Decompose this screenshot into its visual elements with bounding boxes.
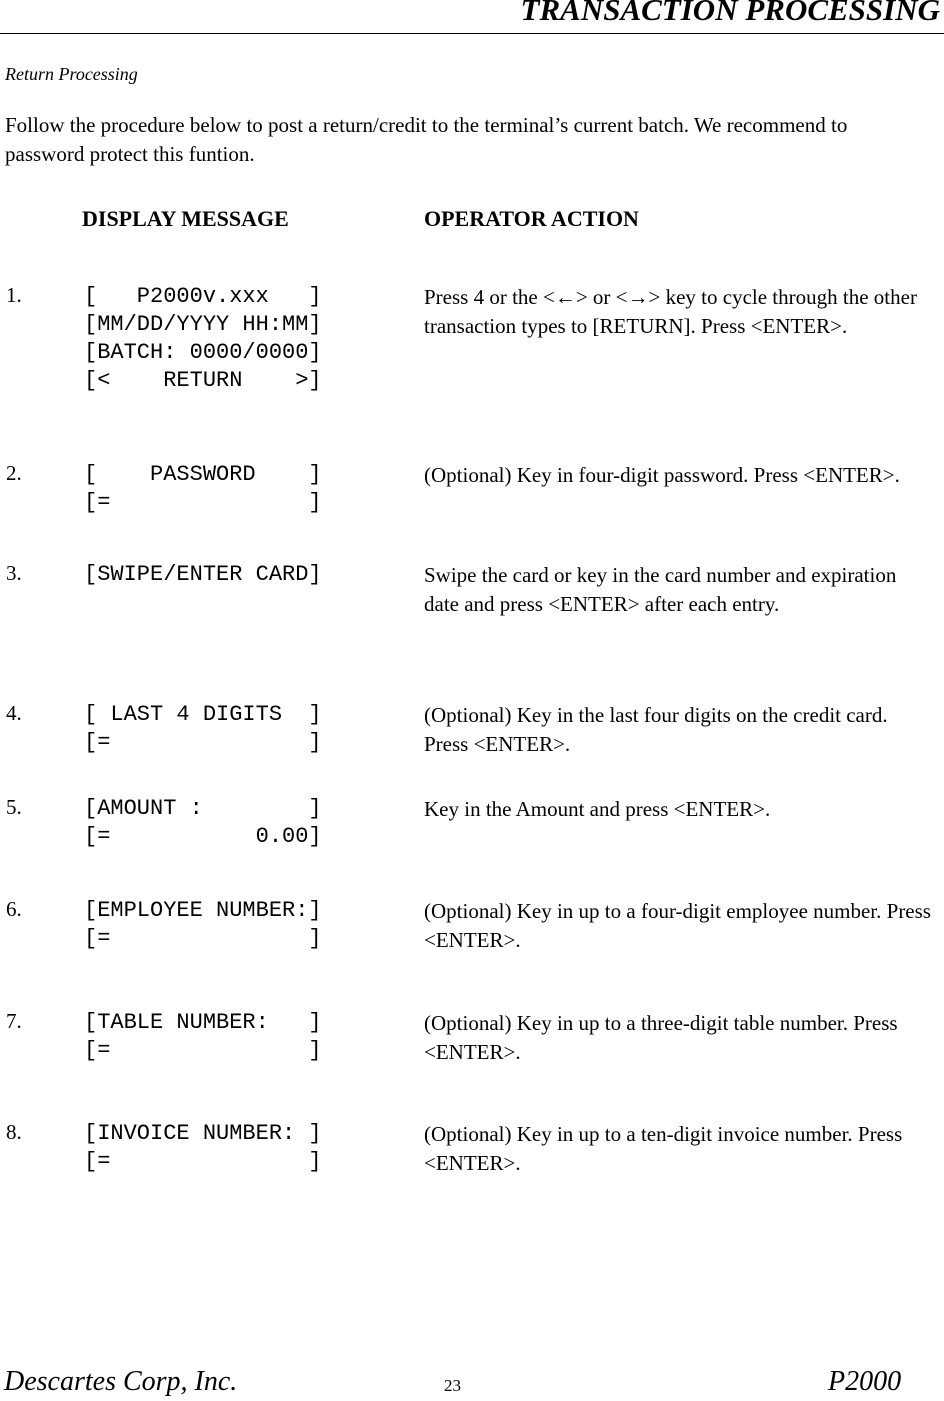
display-message: [ LAST 4 DIGITS ] [= ] bbox=[84, 702, 322, 755]
step-number: 6. bbox=[6, 897, 22, 921]
display-message: [TABLE NUMBER: ] [= ] bbox=[84, 1010, 322, 1063]
column-heading-action: OPERATOR ACTION bbox=[424, 206, 639, 231]
operator-action: (Optional) Key in up to a ten-digit invoice number. Press <ENTER>. bbox=[424, 1122, 903, 1175]
column-heading-display: DISPLAY MESSAGE bbox=[82, 206, 289, 231]
operator-action: (Optional) Key in the last four digits on the credit card. Press <ENTER>. bbox=[424, 703, 888, 756]
section-title: Return Processing bbox=[5, 64, 138, 84]
step-number: 1. bbox=[6, 283, 22, 307]
operator-action: Key in the Amount and press <ENTER>. bbox=[424, 797, 771, 821]
display-message: [SWIPE/ENTER CARD] bbox=[84, 562, 322, 587]
step-number: 2. bbox=[6, 461, 22, 485]
display-message: [EMPLOYEE NUMBER:] [= ] bbox=[84, 898, 322, 951]
footer-company: Descartes Corp, Inc. bbox=[4, 1366, 238, 1397]
operator-action: Press 4 or the <←> or <→> key to cycle through the other transaction types to [RETURN]. Press <ENTER>. bbox=[424, 285, 917, 338]
operator-action: (Optional) Key in four-digit password. Press <ENTER>. bbox=[424, 463, 900, 487]
operator-action: (Optional) Key in up to a four-digit employee number. Press <ENTER>. bbox=[424, 899, 931, 952]
intro-paragraph: Follow the procedure below to post a return/credit to the terminal’s current batch. We recommend to password protect this funtion. bbox=[5, 113, 848, 166]
step-number: 5. bbox=[6, 795, 22, 819]
page-header-title: TRANSACTION PROCESSING bbox=[520, 0, 940, 27]
operator-action: (Optional) Key in up to a three-digit table number. Press <ENTER>. bbox=[424, 1011, 898, 1064]
display-message: [AMOUNT : ] [= 0.00] bbox=[84, 796, 322, 849]
step-number: 3. bbox=[6, 561, 22, 585]
operator-action: Swipe the card or key in the card number and expiration date and press <ENTER> after each entry. bbox=[424, 563, 897, 616]
step-number: 4. bbox=[6, 701, 22, 725]
footer-product: P2000 bbox=[828, 1366, 902, 1397]
display-message: [INVOICE NUMBER: ] [= ] bbox=[84, 1121, 322, 1174]
step-number: 8. bbox=[6, 1120, 22, 1144]
header-divider bbox=[0, 33, 944, 34]
page-number: 23 bbox=[444, 1376, 461, 1395]
display-message: [ P2000v.xxx ] [MM/DD/YYYY HH:MM] [BATCH: 0000/0000] [< RETURN >] bbox=[84, 284, 322, 393]
display-message: [ PASSWORD ] [= ] bbox=[84, 462, 322, 515]
step-number: 7. bbox=[6, 1009, 22, 1033]
